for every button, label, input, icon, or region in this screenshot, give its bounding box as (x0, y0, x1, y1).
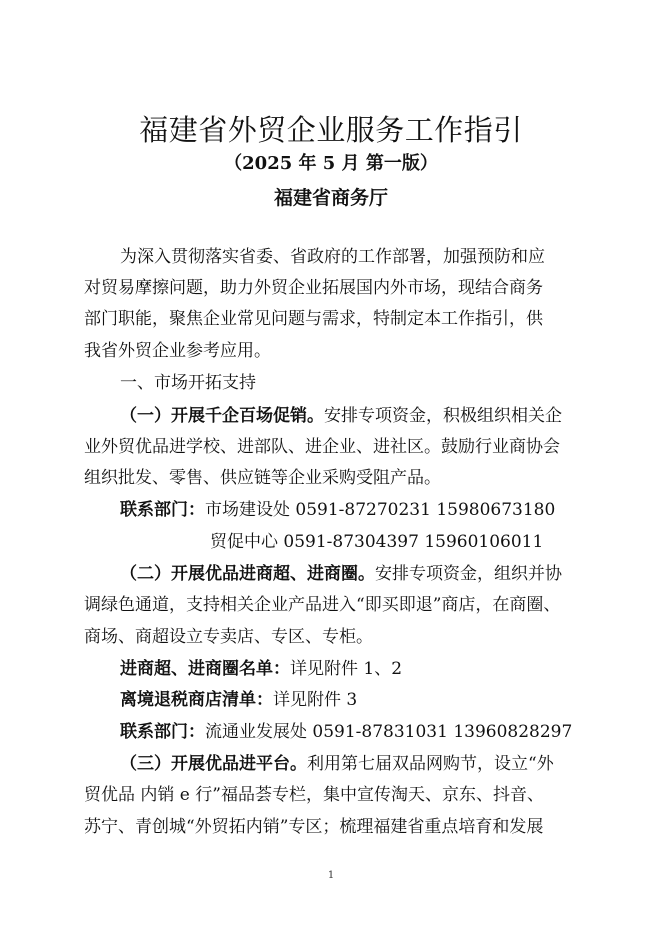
item3-title: （三）开展优品进平台。 (120, 754, 307, 774)
intro-line-4: 我省外贸企业参考应用。 (84, 341, 271, 361)
intro-line-1: 为深入贯彻落实省委、省政府的工作部署，加强预防和应 (120, 247, 545, 267)
item2-first-line (120, 563, 620, 585)
item3-line-3: 苏宁、青创城“外贸拓内销”专区；梳理福建省重点培育和发展 (84, 817, 544, 837)
intro-line-3: 部门职能，聚焦企业常见问题与需求，特制定本工作指引，供 (84, 309, 543, 329)
item3-first-line (120, 753, 620, 775)
item1-line-2: 业外贸优品进学校、进部队、进企业、进社区。鼓励行业商协会 (84, 437, 560, 457)
item3-line1-rest: 利用第七届双品网购节，设立“外 (307, 754, 554, 774)
item1-first-line (120, 405, 620, 427)
intro-line-2: 对贸易摩擦问题，助力外贸企业拓展国内外市场，现结合商务 (84, 278, 543, 298)
item2-title: （二）开展优品进商超、进商圈。 (120, 564, 375, 584)
item1-contact-2: 贸促中心 0591-87304397 15960106011 (210, 532, 544, 552)
item2-list-2 (120, 689, 620, 711)
item1-contact-1: 市场建设处 0591-87270231 15980673180 (205, 500, 556, 520)
section-heading: 一、市场开拓支持 (120, 373, 256, 393)
item1-line1-rest: 安排专项资金，积极组织相关企 (324, 406, 562, 426)
document-title: 福建省外贸企业服务工作指引 (139, 113, 523, 147)
item2-contact-label: 联系部门： (120, 722, 205, 742)
item2-list2-label: 离境退税商店清单： (120, 690, 273, 710)
item1-title: （一）开展千企百场促销。 (120, 406, 324, 426)
item2-list1-value: 详见附件 1、2 (290, 659, 403, 679)
item2-list1-label: 进商超、进商圈名单： (120, 659, 290, 679)
item2-contact-1: 流通业发展处 0591-87831031 13960828297 (205, 722, 573, 742)
page-number: 1 (327, 870, 335, 881)
issuing-department: 福建省商务厅 (273, 187, 388, 209)
item1-line-3: 组织批发、零售、供应链等企业采购受阻产品。 (84, 468, 441, 488)
item2-list-1 (120, 658, 620, 680)
item3-line-2: 贸优品 内销 e 行”福品荟专栏，集中宣传淘天、京东、抖音、 (84, 785, 544, 805)
item2-line1-rest: 安排专项资金，组织并协 (375, 564, 562, 584)
document-subtitle: （2025 年 5 月 第一版） (224, 153, 438, 174)
item1-contact-row-1 (120, 499, 620, 521)
item2-line-2: 调绿色通道，支持相关企业产品进入“即买即退”商店，在商圈、 (84, 595, 561, 615)
item2-list2-value: 详见附件 3 (273, 690, 358, 710)
item1-contact-label: 联系部门： (120, 500, 205, 520)
item2-contact-row (120, 721, 620, 743)
item2-line-3: 商场、商超设立专卖店、专区、专柜。 (84, 627, 373, 647)
